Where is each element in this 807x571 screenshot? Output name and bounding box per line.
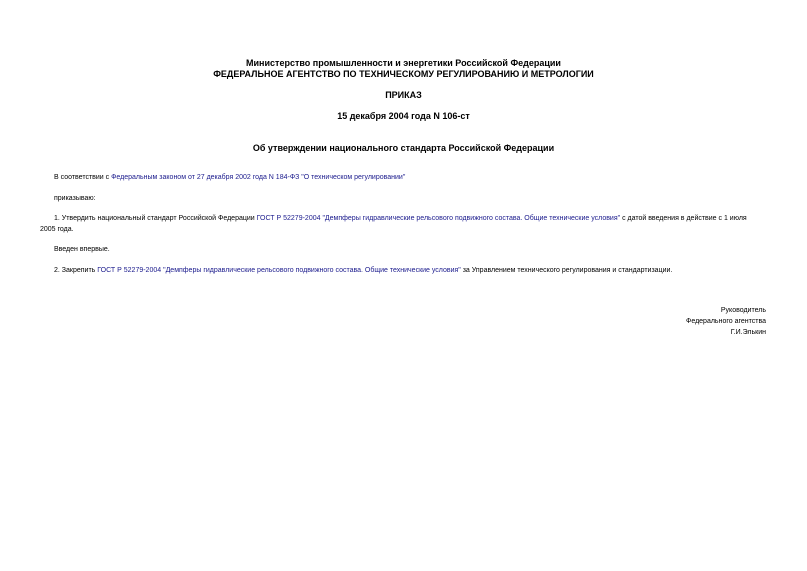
paragraph-item-2 xyxy=(54,265,672,276)
gost-link-1[interactable]: ГОСТ Р 52279-2004 "Демпферы гидравлические рельсового подвижного состава. Общие технические условия" xyxy=(256,215,621,222)
paragraph-basis xyxy=(54,172,405,183)
item-2-prefix: 2. Закрепить xyxy=(54,267,98,274)
document-subject: Об утверждении национального стандарта Российской Федерации xyxy=(252,143,555,153)
item-2-suffix: за Управлением технического регулирования и стандартизации. xyxy=(460,267,673,274)
item-1-prefix: 1. Утвердить национальный стандарт Российской Федерации xyxy=(54,215,257,222)
paragraph-item-1 xyxy=(54,213,747,224)
signature-title: Руководитель xyxy=(720,307,766,314)
item-1-suffix: с датой введения в действие с 1 июля xyxy=(620,215,747,222)
ministry-title: Министерство промышленности и энергетики Российской Федерации xyxy=(246,58,561,68)
signature-agency: Федерального агентства xyxy=(686,318,766,325)
paragraph-basis-prefix: В соответствии с xyxy=(54,174,112,181)
signature-name: Г.И.Элькин xyxy=(730,329,766,336)
document-type: ПРИКАЗ xyxy=(385,90,422,100)
agency-title: ФЕДЕРАЛЬНОЕ АГЕНТСТВО ПО ТЕХНИЧЕСКОМУ РЕГУЛИРОВАНИЮ И МЕТРОЛОГИИ xyxy=(213,69,594,79)
document-date-number: 15 декабря 2004 года N 106-ст xyxy=(337,111,470,121)
gost-link-2[interactable]: ГОСТ Р 52279-2004 "Демпферы гидравлические рельсового подвижного состава. Общие технические условия" xyxy=(97,267,461,274)
paragraph-item-1-continued: 2005 года. xyxy=(40,226,74,233)
federal-law-link[interactable]: Федеральным законом от 27 декабря 2002 года N 184-ФЗ "О техническом регулировании" xyxy=(111,174,406,181)
paragraph-order: приказываю: xyxy=(54,195,96,202)
paragraph-first-introduced: Введен впервые. xyxy=(54,246,110,253)
